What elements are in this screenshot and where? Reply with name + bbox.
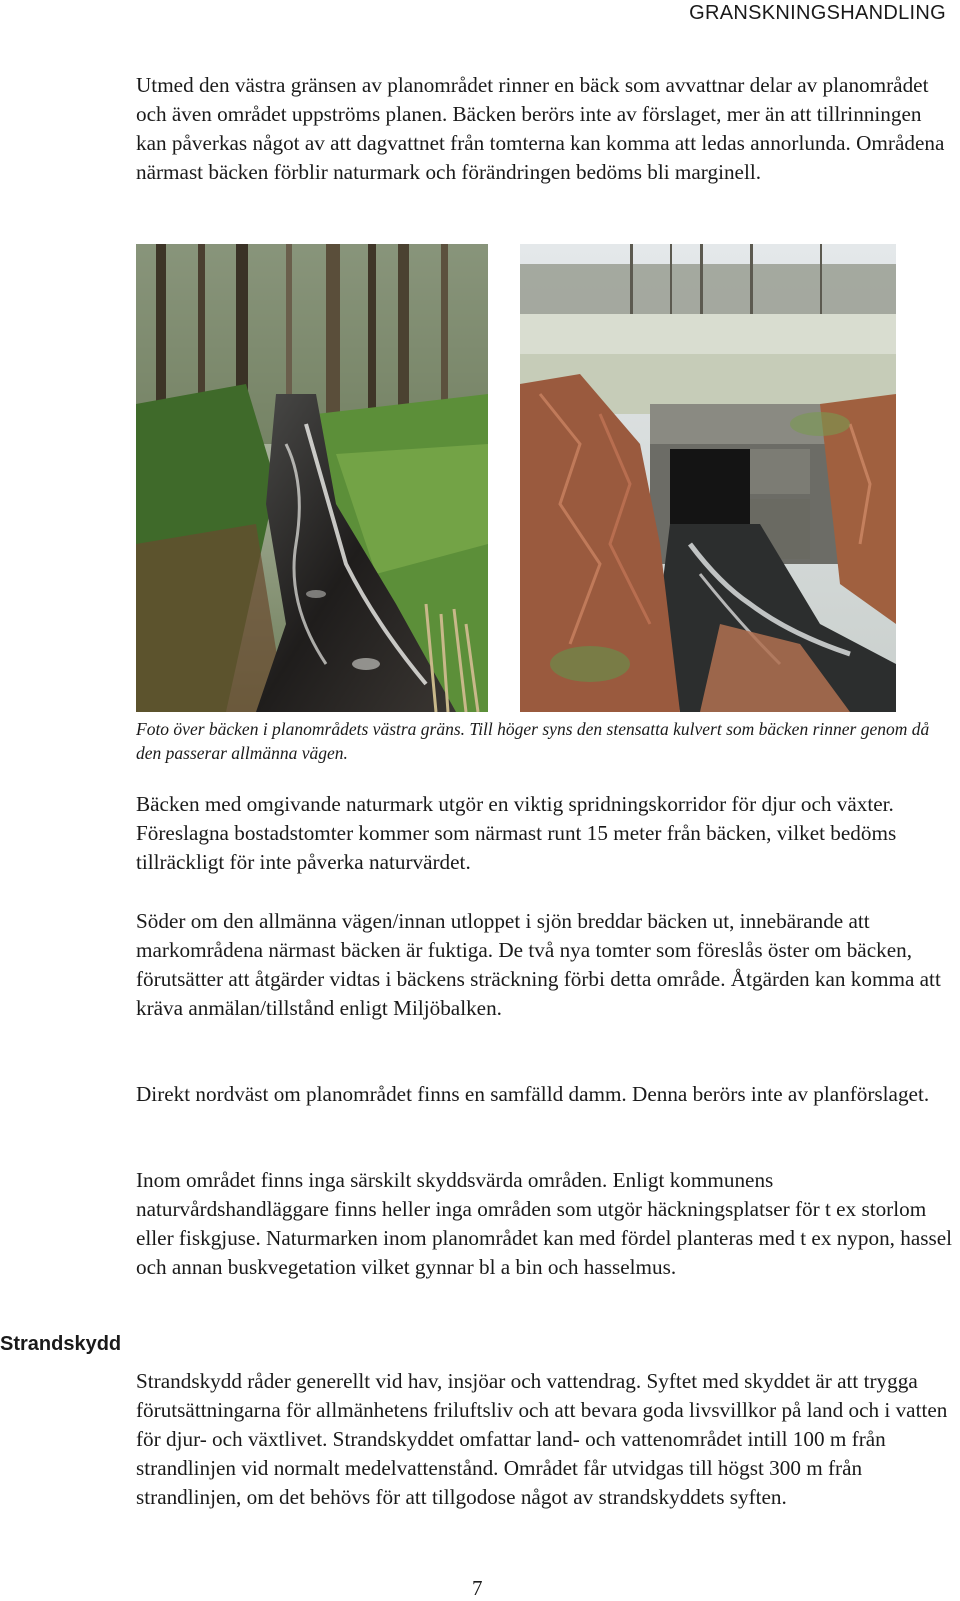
forest-stream-image [136,244,488,712]
paragraph-stream-intro: Utmed den västra gränsen av planområdet rinner en bäck som avvattnar delar av planområdet och även området uppströms planen. Bäcken berörs inte av förslaget, mer än att tillrinningen kan påverkas något av att dagvattnet från tomterna kan komma att ledas annorlunda. Områdena närmast bäcken förblir naturmark och förändringen bedöms bli marginell. [136,73,945,184]
document-header: GRANSKNINGSHANDLING [689,2,946,24]
photo-forest-stream [136,244,488,712]
section-heading-strandskydd: Strandskydd [0,1333,122,1355]
photo-stone-culvert [520,244,896,712]
paragraph-protected-areas: Inom området finns inga särskilt skyddsvärda områden. Enligt kommunens naturvårdshandläggare finns heller inga områden som utgör häckningsplatser för t ex storlom eller fiskgjuse. Naturmarken inom planområdet kan med fördel planteras med t ex nypon, hassel och annan buskvegetation vilket gynnar bl a bin och hasselmus. [136,1168,953,1279]
page-number: 7 [472,1576,483,1600]
stone-culvert-image [520,244,896,712]
paragraph-corridor: Bäcken med omgivande naturmark utgör en viktig spridningskorridor för djur och växter. Föreslagna bostadstomter kommer som närmast runt 15 meter från bäcken, vilket bedöms tillräckligt för inte påverka naturvärdet. [136,792,897,874]
paragraph-pond: Direkt nordväst om planområdet finns en samfälld damm. Denna berörs inte av planförslaget. [136,1082,930,1106]
photo-caption: Foto över bäcken i planområdets västra gräns. Till höger syns den stensatta kulvert som bäcken rinner genom då den passerar allmänna vägen. [136,719,930,763]
paragraph-strandskydd: Strandskydd råder generellt vid hav, insjöar och vattendrag. Syftet med skyddet är att trygga förutsättningarna för allmänhetens friluftsliv och att bevara goda livsvillkor på land och i vatten för djur- och växtlivet. Strandskyddet omfattar land- och vattenområdet intill 100 m från strandlinjen vid normalt medelvattenstånd. Området får utvidgas till högst 300 m från strandlinjen, om det behövs för att tillgodose något av strandskyddets syften. [136,1369,948,1509]
paragraph-south-road: Söder om den allmänna vägen/innan utloppet i sjön breddar bäcken ut, innebärande att markområdena närmast bäcken är fuktiga. De två nya tomter som föreslås öster om bäcken, förutsätter att åtgärder vidtas i bäckens sträckning förbi detta område. Åtgärden kan komma att kräva anmälan/tillstånd enligt Miljöbalken. [136,909,941,1020]
